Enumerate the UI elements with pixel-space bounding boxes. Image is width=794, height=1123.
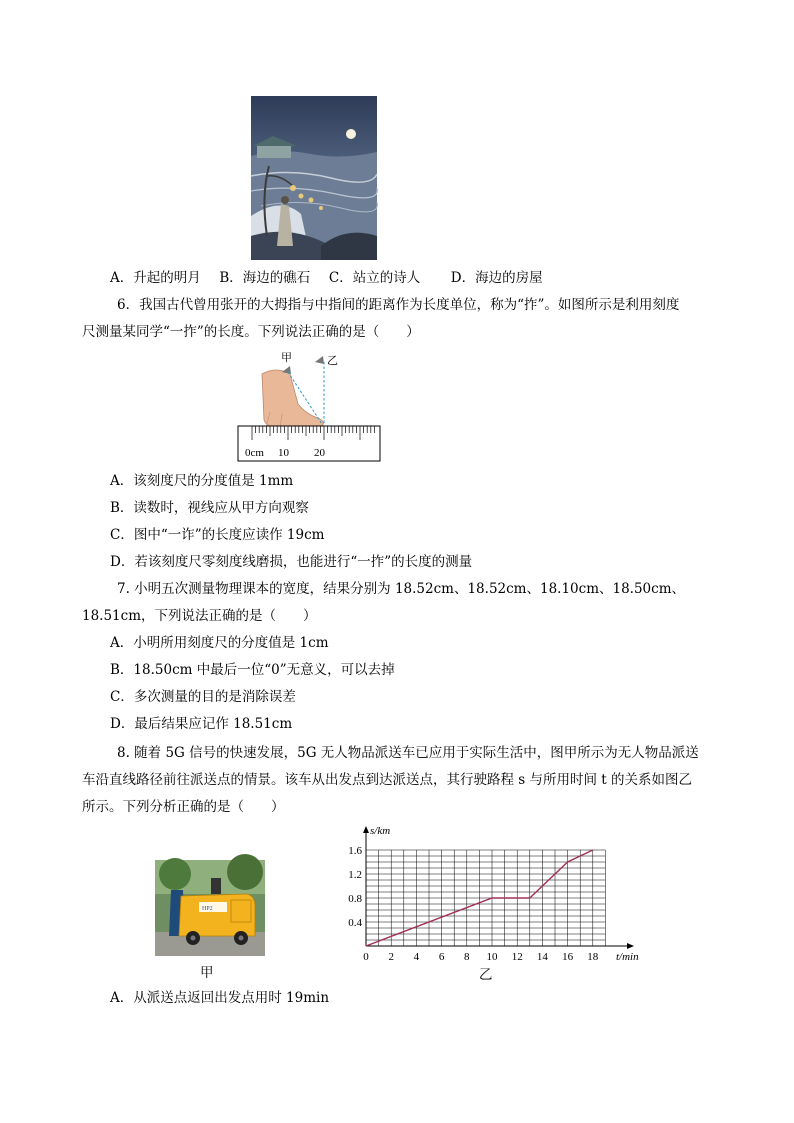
- s-t-chart: [338, 822, 639, 972]
- q5-option-d: D．海边的房屋: [450, 270, 543, 286]
- q5-option-c: C．站立的诗人: [328, 270, 421, 286]
- x-tick-label: 16: [562, 951, 574, 963]
- caption-yi: 乙: [479, 967, 493, 983]
- y-tick-label: 0.4: [348, 917, 362, 929]
- x-tick-label: 4: [413, 951, 420, 963]
- ruler-tick-label-0: 0cm: [245, 447, 264, 459]
- y-tick-label: 1.6: [348, 845, 362, 857]
- q5-option-a: A．升起的明月: [110, 270, 201, 286]
- q6-option-c: C．图中“一诈”的长度应读作 19cm: [110, 527, 325, 543]
- poem-illustration: [251, 96, 377, 260]
- q8-stem-line3: 所示。下列分析正确的是（ ）: [82, 799, 285, 815]
- label-yi: 乙: [327, 355, 338, 367]
- vehicle-badge: HP2: [202, 906, 213, 912]
- moon-icon: [346, 129, 356, 139]
- x-tick-label: 0: [363, 951, 369, 963]
- q5-option-b: B．海边的礁石: [219, 270, 311, 286]
- q7-option-b: B．18.50cm 中最后一位“0”无意义，可以去掉: [110, 662, 395, 678]
- y-tick-label: 1.2: [348, 869, 362, 881]
- caption-jia: 甲: [200, 965, 214, 981]
- x-tick-label: 10: [486, 951, 498, 963]
- q6-option-a: A．该刻度尺的分度值是 1mm: [110, 473, 294, 489]
- x-tick-label: 18: [587, 951, 599, 963]
- eye-yi-icon: [315, 356, 324, 364]
- x-tick-label: 14: [536, 951, 548, 963]
- q6-stem-line2: 尺测量某同学“一拃”的长度。下列说法正确的是（ ）: [82, 324, 420, 340]
- x-tick-label: 8: [464, 951, 470, 963]
- q7-stem-line1: 7. 小明五次测量物理课本的宽度，结果分别为 18.52cm、18.52cm、18.10cm、18.50cm、: [117, 581, 686, 597]
- q6-option-d: D．若该刻度尺零刻度线磨损，也能进行“一拃”的长度的测量: [110, 554, 473, 570]
- q6-option-b: B．读数时，视线应从甲方向观察: [110, 500, 309, 516]
- y-axis-arrow-icon: [363, 826, 369, 833]
- q7-option-c: C．多次测量的目的是消除误差: [110, 689, 296, 705]
- q7-option-d: D．最后结果应记作 18.51cm: [110, 716, 293, 732]
- x-tick-label: 2: [388, 951, 394, 963]
- q7-stem-line2: 18.51cm，下列说法正确的是（ ）: [82, 608, 317, 624]
- q8-stem-line1: 8. 随着 5G 信号的快速发展，5G 无人物品派送车已应用于实际生活中，图甲所示为无人物品派送: [117, 745, 699, 761]
- x-tick-label: 6: [438, 951, 445, 963]
- delivery-vehicle-photo: [155, 860, 265, 956]
- q6-stem-line1: 6．我国古代曾用张开的大拇指与中指间的距离作为长度单位，称为“拃”。如图所示是利用刻度: [117, 297, 680, 313]
- x-axis-label: t/min: [616, 951, 639, 963]
- x-axis-arrow-icon: [627, 943, 634, 949]
- ruler-tick-label-20: 20: [314, 447, 325, 459]
- q8-option-a: A．从派送点返回出发点用时 19min: [110, 990, 330, 1006]
- q8-stem-line2: 车沿直线路径前往派送点的情景。该车从出发点到达派送点，其行驶路程 s 与所用时间 t 的关系如图乙: [82, 772, 693, 788]
- label-jia: 甲: [281, 352, 292, 364]
- y-tick-label: 0.8: [348, 893, 362, 905]
- x-tick-label: 12: [511, 951, 523, 963]
- ruler-tick-label-10: 10: [278, 447, 289, 459]
- ruler-figure: [236, 352, 382, 464]
- y-axis-label: s/km: [370, 825, 391, 837]
- q7-option-a: A．小明所用刻度尺的分度值是 1cm: [110, 635, 329, 651]
